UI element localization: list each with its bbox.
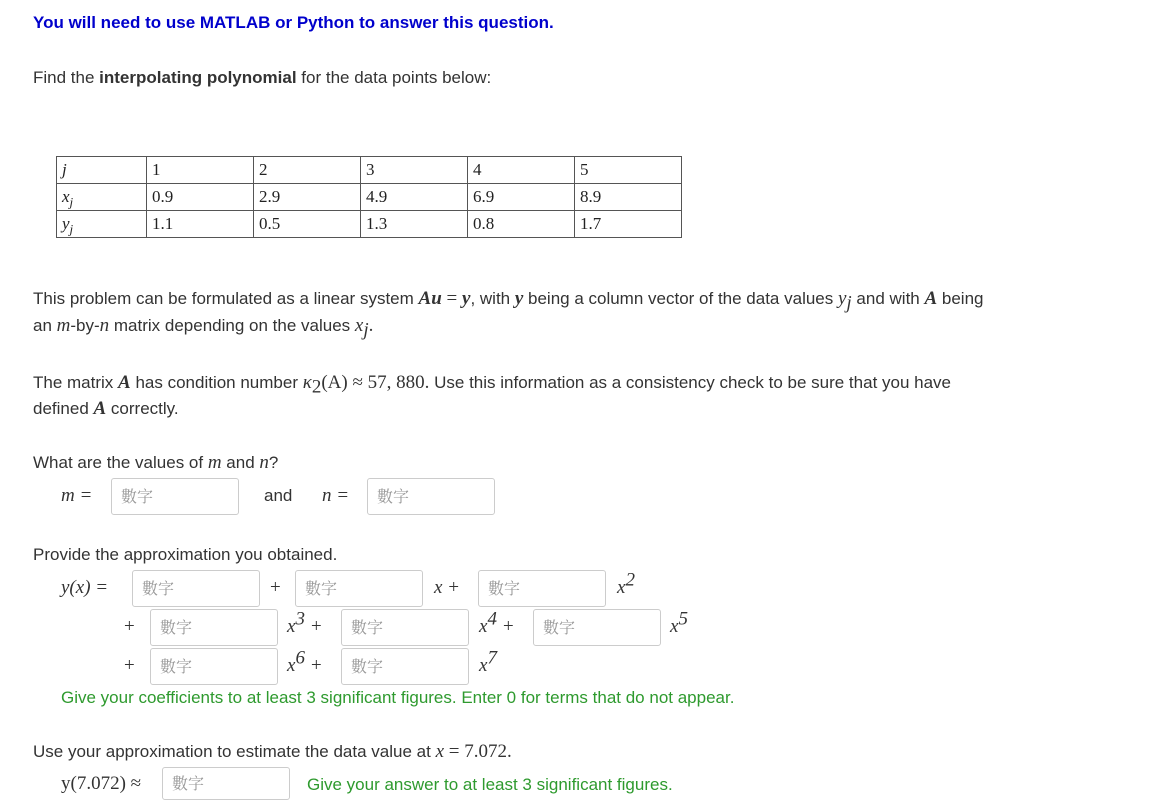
estimate-prompt: [33, 741, 512, 763]
math-x: x: [479, 655, 488, 676]
table-cell: 1.1: [147, 211, 254, 238]
and-label: and: [264, 486, 293, 505]
coef-6-input[interactable]: [150, 648, 278, 685]
coef-3-input[interactable]: [150, 609, 278, 646]
math-yj-sub: j: [846, 292, 852, 314]
math-x-value: = 7.072.: [444, 741, 512, 762]
condition-text: The matrix: [33, 373, 119, 392]
table-cell: 1: [147, 157, 254, 184]
power-2: 2: [625, 569, 635, 591]
x7-term: [479, 647, 497, 677]
x2-term: [617, 569, 635, 599]
coef-1-input[interactable]: [295, 570, 423, 607]
math-A: A: [418, 288, 432, 309]
math-m: m: [56, 315, 71, 336]
plus-sign: +: [124, 616, 135, 637]
table-cell: 1.7: [575, 211, 682, 238]
approx-lhs: y(x) =: [61, 577, 109, 598]
plus-sign: +: [309, 655, 323, 676]
coefficients-hint: Give your coefficients to at least 3 significant figures. Enter 0 for terms that do not appear.: [61, 688, 735, 707]
table-cell: 0.9: [147, 184, 254, 211]
formulation-text: and with: [851, 289, 925, 308]
plus-sign: +: [270, 577, 281, 598]
math-x: x: [287, 616, 296, 637]
table-cell: 4.9: [361, 184, 468, 211]
formulation-line-2: [33, 315, 374, 341]
m-label: m =: [61, 485, 93, 506]
x4-term: [479, 608, 515, 638]
power-7: 7: [487, 647, 497, 669]
row-label-x: x: [62, 187, 70, 206]
estimate-lhs: y(7.072) ≈: [61, 773, 142, 794]
math-n: n: [259, 452, 269, 473]
power-3: 3: [295, 608, 305, 630]
table-cell: 0.5: [254, 211, 361, 238]
x6-term: [287, 647, 323, 677]
math-x: x: [435, 741, 444, 762]
math-m: m: [207, 452, 222, 473]
x5-term: [670, 608, 688, 638]
table-cell: 2: [254, 157, 361, 184]
math-xj-sub: j: [363, 319, 369, 341]
mn-question-text: and: [221, 453, 260, 472]
math-x: x: [617, 577, 626, 598]
math-period: .: [368, 315, 374, 336]
n-input[interactable]: [367, 478, 495, 515]
math-y: y: [462, 288, 471, 309]
power-4: 4: [487, 608, 497, 630]
table-cell: 8.9: [575, 184, 682, 211]
intro-pre: Find the: [33, 68, 100, 87]
intro-bold: interpolating polynomial: [99, 68, 297, 87]
intro-post: for the data points below:: [296, 68, 492, 87]
table-cell: 1.3: [361, 211, 468, 238]
math-equals: =: [441, 288, 462, 309]
power-6: 6: [295, 647, 305, 669]
condition-text: correctly.: [106, 399, 179, 418]
plus-sign: +: [309, 616, 323, 637]
formulation-text: , with: [470, 289, 515, 308]
data-table: [56, 156, 682, 238]
table-cell: 4: [468, 157, 575, 184]
coef-7-input[interactable]: [341, 648, 469, 685]
plus-sign: +: [501, 616, 515, 637]
approx-prompt: Provide the approximation you obtained.: [33, 545, 338, 564]
math-A-bold: A: [924, 288, 938, 309]
estimate-text: Use your approximation to estimate the data value at: [33, 742, 436, 761]
formulation-text: being a column vector of the data values: [523, 289, 838, 308]
math-yj: y: [837, 288, 847, 309]
row-label-y: y: [62, 214, 70, 233]
formulation-text: This problem can be formulated as a linear system: [33, 289, 419, 308]
formulation-text: an: [33, 316, 57, 335]
math-y-bold: y: [514, 288, 524, 309]
math-condition-value: (A) ≈ 57, 880.: [321, 372, 430, 393]
mn-question-text: What are the values of: [33, 453, 208, 472]
math-kappa: κ: [302, 372, 312, 393]
row-label-yj: [57, 211, 147, 238]
table-row-y: [57, 211, 682, 238]
row-label-y-sub: j: [69, 221, 74, 237]
table-cell: 3: [361, 157, 468, 184]
table-row-x: [57, 184, 682, 211]
mn-question-text: ?: [268, 453, 279, 472]
matlab-python-notice: You will need to use MATLAB or Python to answer this question.: [33, 13, 554, 32]
table-cell: 6.9: [468, 184, 575, 211]
formulation-text: -by-: [70, 316, 100, 335]
coef-5-input[interactable]: [533, 609, 661, 646]
math-A-bold: A: [118, 372, 131, 393]
math-xj: x: [354, 315, 364, 336]
estimate-hint: Give your answer to at least 3 significant figures.: [307, 775, 673, 794]
condition-line-1: [33, 372, 952, 398]
table-cell: 2.9: [254, 184, 361, 211]
m-input[interactable]: [111, 478, 239, 515]
math-A-bold: A: [93, 398, 107, 419]
condition-text: Use this information as a consistency check to be sure that you have: [429, 373, 952, 392]
n-label: n =: [322, 485, 350, 506]
math-n: n: [99, 315, 110, 336]
condition-line-2: [33, 398, 179, 420]
table-cell: 0.8: [468, 211, 575, 238]
coef-0-input[interactable]: [132, 570, 260, 607]
math-kappa-sub: 2: [311, 376, 322, 398]
formulation-text: matrix depending on the values: [109, 316, 355, 335]
row-label-x-sub: j: [69, 194, 74, 210]
condition-text: has condition number: [130, 373, 303, 392]
condition-text: defined: [33, 399, 94, 418]
row-label-j: j: [57, 157, 147, 184]
table-cell: 5: [575, 157, 682, 184]
mn-question: [33, 452, 278, 474]
table-row-j: [57, 157, 682, 184]
x-plus-term: x +: [434, 577, 461, 598]
coef-2-input[interactable]: [478, 570, 606, 607]
math-x: x: [287, 655, 296, 676]
intro-text: [33, 68, 491, 88]
formulation-line-1: [33, 288, 984, 314]
row-label-xj: [57, 184, 147, 211]
math-x: x: [479, 616, 488, 637]
coef-4-input[interactable]: [341, 609, 469, 646]
power-5: 5: [678, 608, 688, 630]
formulation-text: being: [937, 289, 984, 308]
math-u: u: [431, 288, 442, 309]
x3-term: [287, 608, 323, 638]
math-x: x: [670, 616, 679, 637]
plus-sign: +: [124, 655, 135, 676]
estimate-input[interactable]: [162, 767, 290, 800]
